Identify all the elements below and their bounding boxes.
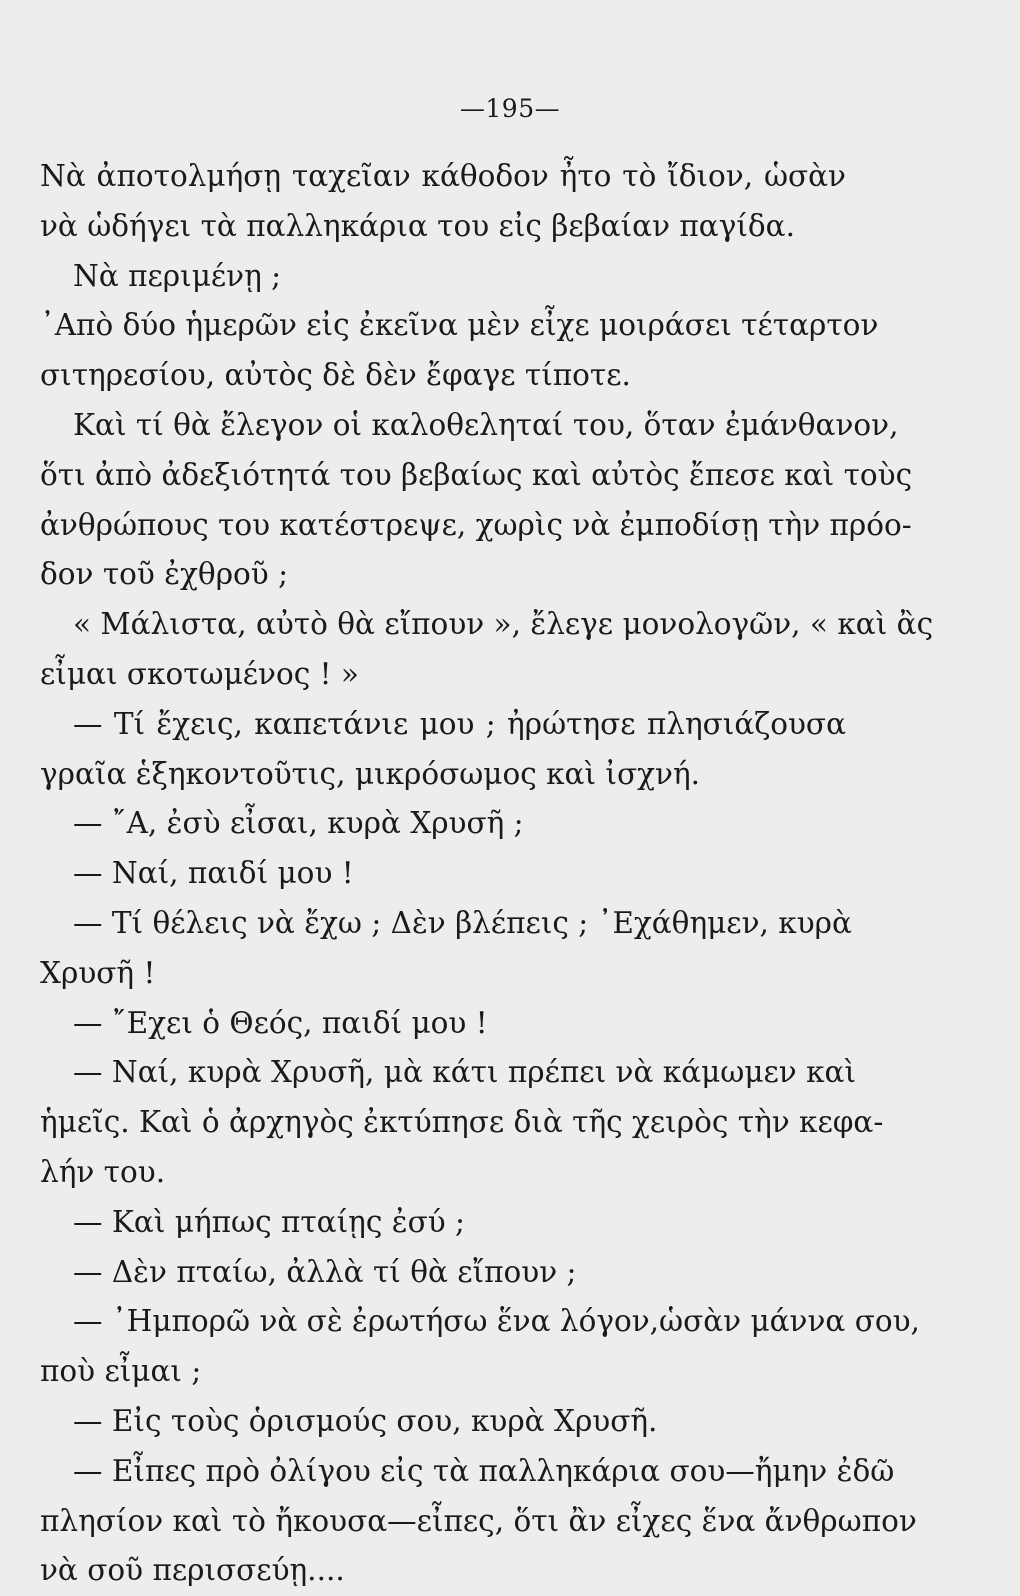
text-line: νὰ σοῦ περισσεύῃ....: [40, 1553, 345, 1588]
text-line: Νὰ περιμένῃ ;: [73, 258, 282, 293]
text-line: — ῎Εχει ὁ Θεός, παιδί μου !: [73, 1005, 488, 1040]
text-line: ὅτι ἀπὸ ἀδεξιότητά του βεβαίως καὶ αὐτὸς ἔπεσε καὶ τοὺς: [40, 457, 913, 492]
text-line: νὰ ὡδήγει τὰ παλληκάρια του εἰς βεβαίαν παγίδα.: [40, 208, 795, 243]
body-text: [40, 152, 934, 1596]
text-line: — ῎Α, ἐσὺ εἶσαι, κυρὰ Χρυσῆ ;: [73, 806, 524, 841]
page-number-value: 195: [485, 94, 535, 123]
text-line: πλησίον καὶ τὸ ἤκουσα—εἶπες, ὅτι ἂν εἶχες ἕνα ἄνθρωπον: [40, 1503, 917, 1538]
page-number: [0, 94, 1020, 123]
text-line: ἡμεῖς. Καὶ ὁ ἀρχηγὸς ἐκτύπησε διὰ τῆς χειρὸς τὴν κεφα-: [40, 1105, 884, 1140]
text-line: ποὺ εἶμαι ;: [40, 1354, 202, 1389]
text-line: — Καὶ μήπως πταίῃς ἐσύ ;: [73, 1204, 465, 1239]
text-line: εἶμαι σκοτωμένος ! »: [40, 656, 359, 691]
text-line: δον τοῦ ἐχθροῦ ;: [40, 557, 289, 592]
text-line: — Εἶπες πρὸ ὀλίγου εἰς τὰ παλληκάρια σου—ἤμην ἐδῶ: [73, 1453, 895, 1488]
text-line: Χρυσῆ !: [40, 955, 156, 990]
text-line: — Ναί, κυρὰ Χρυσῆ, μὰ κάτι πρέπει νὰ κάμωμεν καὶ: [73, 1055, 857, 1090]
text-line: — Δὲν πταίω, ἀλλὰ τί θὰ εἴπουν ;: [73, 1254, 577, 1289]
text-line: — Εἰς τοὺς ὁρισμούς σου, κυρὰ Χρυσῆ.: [73, 1403, 658, 1438]
text-line: — Τί ἔχεις, καπετάνιε μου ; ἠρώτησε πλησιάζουσα: [73, 706, 846, 741]
text-line: ᾽Απὸ δύο ἡμερῶν εἰς ἐκεῖνα μὲν εἶχε μοιράσει τέταρτον: [40, 308, 879, 343]
text-line: « Μάλιστα, αὐτὸ θὰ εἴπουν », ἔλεγε μονολογῶν, « καὶ ἂς: [73, 607, 934, 642]
page-number-dash-left: —: [459, 94, 486, 123]
text-line: λήν του.: [40, 1154, 166, 1189]
text-line: — Ναί, παιδί μου !: [73, 856, 354, 891]
text-line: σιτηρεσίου, αὐτὸς δὲ δὲν ἔφαγε τίποτε.: [40, 358, 631, 393]
text-line: Νὰ ἀποτολμήσῃ ταχεῖαν κάθοδον ἦτο τὸ ἴδιον, ὡσὰν: [40, 159, 846, 193]
text-line: ἀνθρώπους του κατέστρεψε, χωρὶς νὰ ἐμποδίσῃ τὴν πρόο-: [40, 507, 912, 542]
text-line: γραῖα ἑξηκοντοῦτις, μικρόσωμος καὶ ἰσχνή.: [40, 756, 700, 791]
text-line: — ᾽Ημπορῶ νὰ σὲ ἐρωτήσω ἕνα λόγον,ὡσὰν μάννα σου,: [73, 1304, 920, 1339]
page-number-dash-right: —: [534, 94, 561, 123]
text-line: — Τί θέλεις νὰ ἔχω ; Δὲν βλέπεις ; ᾽Εχάθημεν, κυρὰ: [73, 905, 852, 940]
text-line: Καὶ τί θὰ ἔλεγον οἱ καλοθεληταί του, ὅταν ἐμάνθανον,: [73, 407, 899, 442]
